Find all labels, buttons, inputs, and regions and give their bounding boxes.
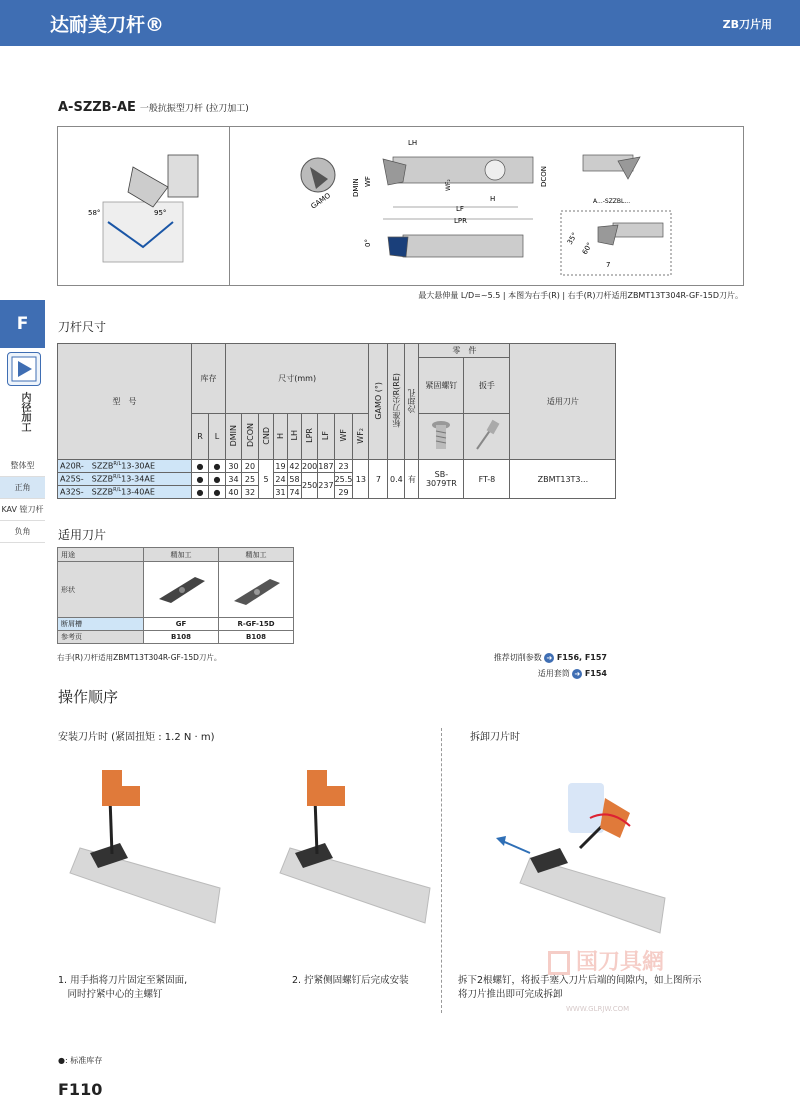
th-corner-radius: 标准刀尖R(RE) (391, 373, 401, 428)
ins-page-label: 参考页 (58, 631, 144, 644)
th-lpr: LPR (305, 428, 315, 443)
row-hand: R/L (113, 461, 122, 468)
wf2: 13 (353, 460, 369, 499)
row-model-name: SZZB (91, 461, 114, 471)
install-step1-illustration (60, 758, 230, 938)
re: 0.4 (388, 460, 405, 499)
screw-icon (429, 419, 453, 453)
th-dmin: DMIN (229, 424, 238, 447)
th-lf: LF (321, 430, 331, 441)
side-menu-item-kav[interactable]: KAV 镗刀杆 (0, 499, 45, 521)
operations-title: 操作顺序 (58, 688, 119, 706)
step-remove-line-2: 将刀片推出即可完成拆卸 (458, 989, 563, 1000)
drawing-dmin: DMIN (352, 178, 360, 197)
drawing-lh: LH (408, 139, 418, 147)
row-model (58, 473, 192, 486)
product-model: A-SZZB-AE (58, 100, 136, 115)
remove-subtitle: 拆卸刀片时 (470, 732, 520, 743)
insert-rgf-icon (226, 569, 286, 609)
header-category: ZB刀片用 (722, 18, 772, 31)
ref-target[interactable]: F156, F157 (556, 653, 607, 662)
insert-gf-icon (151, 569, 211, 609)
wf: 23 (334, 460, 353, 473)
row-prefix: A32S- (60, 487, 84, 497)
watermark (548, 945, 664, 976)
step-remove (458, 974, 702, 1002)
th-dimensions: 尺寸(mm) (226, 344, 369, 414)
section-insert: 适用刀片 (58, 528, 107, 542)
th-l: L (209, 414, 226, 460)
row-model (58, 486, 192, 499)
step-1-line-2: 同时拧紧中心的主螺钉 (58, 989, 163, 1000)
ins-chip-label: 断屑槽 (58, 618, 144, 631)
cnd: 5 (259, 460, 274, 499)
drawing-wf2: WF₂ (445, 179, 452, 191)
drawing-lh-model: A...-SZZBL... (593, 198, 631, 205)
wrench-icon (473, 419, 501, 453)
drawing-35deg: 35° (565, 231, 579, 246)
drawing-lf: LF (456, 205, 464, 213)
step-remove-line-1: 拆下2根螺钉，将扳手塞入刀片后端的间隙内，如上图所示 (458, 975, 702, 986)
watermark-text: 国刀具網 (576, 950, 665, 975)
th-screw (419, 358, 464, 414)
side-menu-item-negative[interactable]: 负角 (0, 521, 45, 543)
th-dcon: DCON (245, 423, 255, 448)
dmin: 40 (226, 486, 242, 499)
drawing-dcon: DCON (540, 165, 548, 187)
ref-target[interactable]: F154 (584, 669, 607, 678)
product-description: 一般抗振型刀杆 (拉刀加工) (139, 104, 249, 114)
row-model (58, 460, 192, 473)
side-menu (0, 455, 45, 543)
insert-table (57, 547, 294, 644)
arrow-right-icon: ➜ (572, 669, 582, 679)
dcon: 32 (242, 486, 259, 499)
th-cnd: CND (261, 426, 271, 445)
row-hand: R/L (113, 487, 122, 494)
ins-use-1: 精加工 (144, 548, 219, 562)
row-model-name: SZZB (91, 474, 114, 484)
ins-page-1[interactable]: B108 (144, 631, 219, 644)
arrow-right-icon: ➜ (544, 653, 554, 663)
screw: SB-3079TR (419, 460, 464, 499)
ins-page-2[interactable]: B108 (219, 631, 294, 644)
dmin: 30 (226, 460, 242, 473)
ins-chip-1: GF (144, 618, 219, 631)
th-gamo: GAMO (°) (373, 381, 383, 420)
insert: ZBMT13T3... (510, 460, 616, 499)
th-screw-label: 紧固螺钉 (425, 381, 458, 390)
th-stock: 库存 (192, 344, 226, 414)
section-holder-size: 刀杆尺寸 (58, 320, 107, 334)
wf: 29 (334, 486, 353, 499)
lh: 74 (289, 487, 300, 497)
page-number: F110 (58, 1080, 103, 1099)
row-size: 13-40AE (121, 487, 155, 497)
boring-icon[interactable] (7, 352, 41, 386)
ins-chip-2: R-GF-15D (219, 618, 294, 631)
row-model-name: SZZB (91, 487, 114, 497)
th-lh: LH (290, 430, 299, 441)
side-category-label: 内径加工 (19, 392, 30, 432)
watermark-logo-icon (548, 951, 570, 975)
row-prefix: A20R- (60, 461, 84, 471)
lpr: 250 (302, 473, 318, 499)
product-title (58, 100, 249, 115)
header-title: 达耐美刀杆® (50, 14, 165, 36)
page-header (0, 0, 800, 46)
stock-l: ● (209, 460, 226, 473)
drawing-svg (58, 127, 745, 287)
section-tab-f[interactable]: F (0, 300, 45, 348)
divider-dotted (441, 728, 442, 1013)
lpr: 200 (302, 461, 318, 471)
remove-illustration (490, 758, 670, 938)
th-parts: 零 件 (419, 344, 510, 358)
step-1-line-1: 1. 用手指将刀片固定至紧固面, (58, 975, 188, 986)
side-menu-item-positive[interactable]: 正角 (0, 477, 45, 499)
install-subtitle: 安装刀片时 (紧固扭矩 : 1.2 N · m) (58, 732, 215, 743)
th-r: R (192, 414, 209, 460)
lf: 187 (318, 461, 334, 471)
ins-shape-1 (144, 562, 219, 618)
stock-r: ● (192, 460, 209, 473)
lh: 42 (289, 461, 300, 471)
drawing-wf: WF (364, 176, 372, 187)
ref-cutting-params[interactable] (494, 652, 607, 663)
row-hand: R/L (113, 474, 122, 481)
row-size: 13-34AE (121, 474, 155, 484)
dcon: 20 (242, 460, 259, 473)
row-size: 13-30AE (121, 461, 156, 471)
screw-image (419, 414, 464, 460)
th-wrench-label: 扳手 (478, 381, 495, 390)
ref-label: 适用套筒 (537, 669, 570, 678)
drawing-angle-95: 95° (154, 209, 167, 217)
h: 19 (275, 461, 286, 471)
drawing-lpr: LPR (454, 217, 467, 225)
step-2: 2. 拧紧侧固螺钉后完成安装 (292, 975, 409, 986)
drawing-gamo: GAMO (309, 191, 332, 211)
drawing-7: 7 (606, 261, 611, 269)
ref-sleeve[interactable] (538, 668, 607, 679)
th-wf2: WF₂ (356, 427, 366, 444)
drawing-angle-58: 58° (88, 209, 101, 217)
th-coolant: 冷却孔 (407, 388, 417, 413)
th-model: 型 号 (58, 344, 192, 460)
th-h: H (276, 432, 285, 439)
row-prefix: A25S- (60, 474, 84, 484)
insert-note: 右手(R)刀杆适用ZBMT13T304R-GF-15D刀片。 (57, 653, 222, 662)
coolant: 有 (405, 460, 419, 499)
side-menu-item-solid[interactable]: 整体型 (0, 455, 45, 477)
drawing-note: 最大悬伸量 L/D=~5.5 | 本图为右手(R) | 右手(R)刀杆适用ZBMT13T304R-GF-15D刀片。 (418, 291, 743, 300)
step-1 (58, 974, 187, 1002)
spec-table (57, 343, 616, 499)
ins-use-2: 精加工 (219, 548, 294, 562)
drawing-0deg: 0° (364, 239, 372, 247)
wrench-image (464, 414, 510, 460)
wrench: FT-8 (464, 460, 510, 499)
table-row (58, 460, 616, 473)
ins-shape-label: 形状 (58, 562, 144, 618)
drawing-60deg: 60° (580, 241, 594, 256)
th-wrench (464, 358, 510, 414)
install-step2-illustration (270, 758, 440, 938)
ref-label: 推荐切削参数 (493, 653, 542, 662)
h: 24 (275, 474, 286, 484)
watermark-url: WWW.GLRJW.COM (566, 1005, 630, 1013)
th-insert: 适用刀片 (510, 344, 616, 460)
legend: ●: 标准库存 (58, 1056, 103, 1065)
stock-l: ● (209, 473, 226, 486)
lh: 58 (289, 474, 300, 484)
gamo: 7 (369, 460, 388, 499)
stock-l: ● (209, 486, 226, 499)
stock-r: ● (192, 486, 209, 499)
th-wf: WF (338, 429, 348, 442)
wf: 25.5 (334, 474, 353, 484)
ins-shape-2 (219, 562, 294, 618)
stock-r: ● (192, 473, 209, 486)
h: 31 (275, 487, 286, 497)
drawing-h: H (490, 195, 496, 203)
technical-drawing (57, 126, 744, 286)
dmin: 34 (226, 473, 242, 486)
dcon: 25 (242, 473, 259, 486)
ins-use-label: 用途 (58, 548, 144, 562)
lf: 237 (318, 473, 334, 499)
